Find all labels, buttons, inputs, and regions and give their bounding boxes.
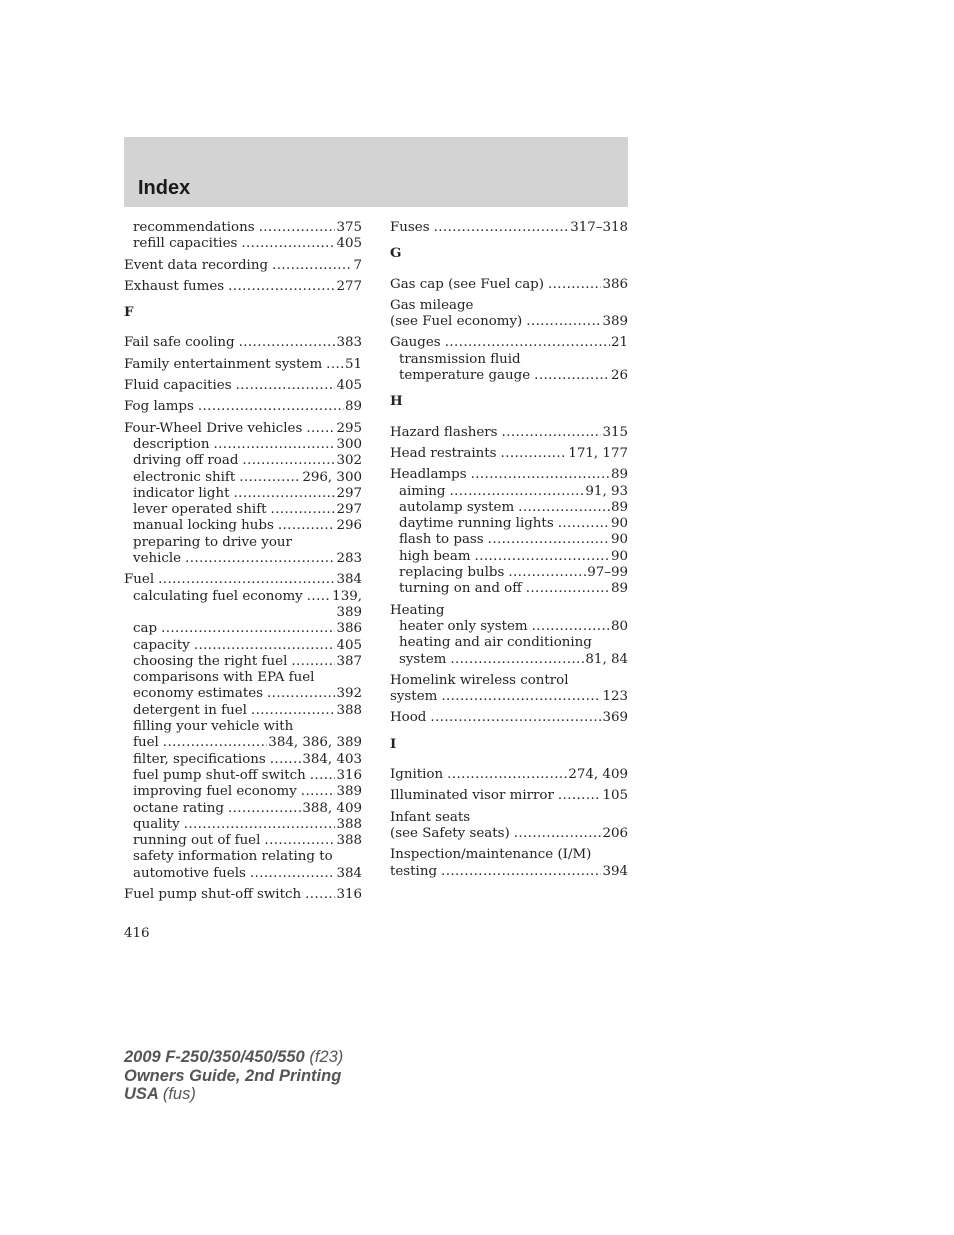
- entry-label: lever operated shift: [133, 502, 267, 518]
- page-reference: 315: [602, 424, 628, 440]
- entry-label: Headlamps: [390, 467, 467, 483]
- index-entry: [124, 817, 362, 833]
- entry-label: running out of fuel: [133, 833, 261, 849]
- entry-label: autolamp system: [399, 499, 515, 515]
- entry-label: Head restraints: [390, 445, 497, 461]
- footer-market-code: (fus): [162, 1085, 196, 1103]
- index-entry: [390, 826, 628, 842]
- entry-label: Hazard flashers: [390, 424, 498, 440]
- page-reference: 389: [336, 604, 362, 620]
- dot-leader: [242, 453, 335, 469]
- index-entry-text: [124, 719, 362, 735]
- page-reference: 89: [610, 467, 628, 483]
- index-entry: [124, 279, 362, 295]
- page-reference: 105: [602, 788, 628, 804]
- dot-leader: [241, 236, 335, 252]
- page-reference: 369: [602, 710, 628, 726]
- dot-leader: [251, 703, 336, 719]
- dot-leader: [558, 788, 602, 804]
- footer-line-3: [124, 1085, 343, 1104]
- index-entry: [124, 470, 362, 486]
- index-entry-text: [390, 810, 628, 826]
- entry-label: economy estimates: [133, 686, 264, 702]
- dot-leader: [267, 686, 335, 702]
- page-reference: 389: [602, 314, 628, 330]
- index-entry: [124, 378, 362, 394]
- dot-leader: [236, 378, 336, 394]
- entry-label: replacing bulbs: [399, 565, 505, 581]
- dot-leader: [184, 817, 336, 833]
- index-entry: [124, 453, 362, 469]
- index-entry: [390, 767, 628, 783]
- entry-label: turning on and off: [399, 581, 522, 597]
- dot-leader: [310, 768, 336, 784]
- index-entry: [390, 277, 628, 293]
- index-entry: [124, 236, 362, 252]
- entry-label: Hood: [390, 710, 427, 726]
- index-entry-text: [390, 298, 628, 314]
- dot-leader: [445, 335, 610, 351]
- entry-label: transmission fluid: [399, 351, 521, 367]
- page-reference: 388: [336, 702, 362, 718]
- index-entry: [390, 710, 628, 726]
- dot-leader: [272, 258, 352, 274]
- index-entry: [124, 335, 362, 351]
- dot-leader: [264, 833, 335, 849]
- entry-label: preparing to drive your: [133, 534, 292, 550]
- dot-leader: [161, 621, 335, 637]
- section-letter: F: [124, 304, 134, 321]
- index-entry: [124, 220, 362, 236]
- entry-label: daytime running lights: [399, 516, 554, 532]
- dot-leader: [259, 220, 336, 236]
- index-entry: [390, 467, 628, 483]
- page-reference: 51: [344, 356, 362, 372]
- dot-leader: [234, 486, 336, 502]
- footer-market: USA: [124, 1085, 159, 1103]
- page-reference: 405: [336, 637, 362, 653]
- dot-leader: [514, 826, 602, 842]
- dot-leader: [502, 425, 602, 441]
- index-entry: [390, 532, 628, 548]
- index-entry: [390, 446, 628, 462]
- index-entry-text: [124, 849, 362, 865]
- dot-leader: [250, 866, 336, 882]
- dot-leader: [548, 277, 601, 293]
- dot-leader: [278, 518, 336, 534]
- entry-label: driving off road: [133, 453, 239, 469]
- index-entry: [124, 801, 362, 817]
- entry-label: electronic shift: [133, 469, 236, 485]
- entry-label: manual locking hubs: [133, 518, 274, 534]
- entry-label: temperature gauge: [399, 368, 531, 384]
- dot-leader: [518, 500, 610, 516]
- index-entry: [124, 686, 362, 702]
- entry-label: Gauges: [390, 335, 441, 351]
- dot-leader: [228, 801, 301, 817]
- index-entry: [124, 866, 362, 882]
- page-title: Index: [138, 177, 191, 199]
- entry-label: Exhaust fumes: [124, 278, 225, 294]
- dot-leader: [508, 565, 586, 581]
- index-entry: [390, 689, 628, 705]
- entry-label: safety information relating to: [133, 849, 333, 865]
- dot-leader: [558, 516, 610, 532]
- dot-leader: [185, 551, 335, 567]
- page-reference: 300: [336, 436, 362, 452]
- entry-label: filter, specifications: [133, 751, 266, 767]
- dot-leader: [501, 446, 568, 462]
- entry-label: Fuel: [124, 572, 155, 588]
- index-entry: [124, 703, 362, 719]
- index-entry-text: [124, 535, 362, 551]
- dot-leader: [441, 864, 601, 880]
- page-reference: 302: [336, 453, 362, 469]
- footer-model: 2009 F-250/350/450/550: [124, 1048, 305, 1066]
- entry-label: octane rating: [133, 800, 224, 816]
- index-header-band: [124, 137, 628, 207]
- page-reference: 386: [602, 276, 628, 292]
- page-reference: 394: [602, 863, 628, 879]
- entry-label: high beam: [399, 548, 471, 564]
- entry-label: capacity: [133, 637, 190, 653]
- entry-label: (see Safety seats): [390, 825, 510, 841]
- index-entry: [390, 484, 628, 500]
- index-entry: [124, 589, 362, 605]
- entry-label: Four-Wheel Drive vehicles: [124, 420, 303, 436]
- page-reference: 387: [336, 653, 362, 669]
- page-reference: 317–318: [570, 220, 628, 235]
- entry-label: heating and air conditioning: [399, 635, 592, 651]
- entry-label: detergent in fuel: [133, 702, 247, 718]
- page-reference: 81, 84: [585, 651, 628, 667]
- page-reference: 89: [610, 581, 628, 597]
- index-entry: [390, 220, 628, 236]
- page-reference: 384: [336, 865, 362, 881]
- page-reference: 297: [336, 502, 362, 518]
- page-reference: 389: [336, 784, 362, 800]
- index-entry: [390, 652, 628, 668]
- dot-leader: [434, 220, 570, 236]
- dot-leader: [163, 735, 268, 751]
- page-reference: 171, 177: [568, 445, 628, 461]
- page-reference: 91, 93: [585, 483, 628, 499]
- entry-label: comparisons with EPA fuel: [133, 670, 315, 686]
- page-reference: 375: [336, 220, 362, 235]
- entry-label: Illuminated visor mirror: [390, 788, 554, 804]
- dot-leader: [441, 689, 601, 705]
- entry-label: Gas mileage: [390, 297, 474, 313]
- entry-label: Fog lamps: [124, 399, 194, 415]
- entry-label: choosing the right fuel: [133, 653, 288, 669]
- entry-label: system: [390, 689, 438, 705]
- dot-leader: [488, 532, 610, 548]
- page-reference: 206: [602, 825, 628, 841]
- page-reference: 26: [610, 368, 628, 384]
- dot-leader: [305, 887, 335, 903]
- dot-leader: [198, 399, 344, 415]
- index-entry: [124, 735, 362, 751]
- index-entry-text: [390, 603, 628, 619]
- entry-label: Event data recording: [124, 257, 269, 273]
- entry-label: refill capacities: [133, 236, 238, 252]
- page-reference: 97–99: [587, 565, 628, 581]
- index-entry: [390, 335, 628, 351]
- index-entry: [390, 864, 628, 880]
- page-reference: 388: [336, 816, 362, 832]
- dot-leader: [239, 470, 301, 486]
- page-reference: 386: [336, 621, 362, 637]
- index-entry: [124, 572, 362, 588]
- dot-leader: [447, 767, 567, 783]
- index-entry: [390, 619, 628, 635]
- page-reference: 283: [336, 551, 362, 567]
- index-column-left: [124, 220, 362, 903]
- entry-label: aiming: [399, 483, 446, 499]
- index-entry: [124, 518, 362, 534]
- dot-leader: [158, 572, 335, 588]
- dot-leader: [228, 279, 335, 295]
- entry-label: Heating: [390, 602, 445, 618]
- footer-line-1: [124, 1048, 343, 1067]
- index-entry: [124, 258, 362, 274]
- page-reference: 80: [610, 618, 628, 634]
- page-reference: 383: [336, 335, 362, 351]
- index-entry: [390, 788, 628, 804]
- index-entry: [124, 752, 362, 768]
- index-entry: [390, 565, 628, 581]
- dot-leader: [475, 549, 610, 565]
- index-entry: [390, 368, 628, 384]
- entry-label: Ignition: [390, 767, 444, 783]
- index-entry: [390, 500, 628, 516]
- dot-leader: [291, 654, 335, 670]
- index-entry: [124, 638, 362, 654]
- document-footer: [124, 1048, 343, 1104]
- page-reference: 90: [610, 516, 628, 532]
- entry-label: Family entertainment system: [124, 356, 323, 372]
- index-entry-text: [124, 605, 362, 621]
- dot-leader: [471, 467, 610, 483]
- page-reference: 89: [610, 499, 628, 515]
- entry-label: Fail safe cooling: [124, 335, 235, 351]
- dot-leader: [301, 784, 336, 800]
- index-entry: [124, 833, 362, 849]
- page-reference: 388: [336, 833, 362, 849]
- dot-leader: [430, 710, 601, 726]
- entry-label: recommendations: [133, 220, 255, 235]
- index-entry: [390, 581, 628, 597]
- dot-leader: [326, 357, 344, 373]
- page-reference: 139,: [332, 588, 362, 604]
- footer-edition: Owners Guide, 2nd Printing: [124, 1066, 342, 1085]
- entry-label: Fuel pump shut-off switch: [124, 886, 302, 902]
- section-letter: G: [390, 245, 402, 262]
- index-entry: [390, 314, 628, 330]
- entry-label: automotive fuels: [133, 865, 246, 881]
- entry-label: filling your vehicle with: [133, 719, 294, 735]
- index-entry: [124, 768, 362, 784]
- section-letter: H: [390, 393, 403, 410]
- dot-leader: [534, 368, 610, 384]
- entry-label: fuel: [133, 735, 159, 751]
- page-reference: 21: [610, 335, 628, 351]
- entry-label: indicator light: [133, 485, 230, 501]
- index-entry-text: [390, 847, 628, 863]
- index-entry: [124, 551, 362, 567]
- footer-model-code: (f23): [309, 1048, 344, 1066]
- index-entry: [124, 654, 362, 670]
- entry-label: Fluid capacities: [124, 378, 232, 394]
- dot-leader: [526, 581, 610, 597]
- page-reference: 316: [336, 886, 362, 902]
- page-reference: 274, 409: [568, 767, 628, 783]
- entry-label: flash to pass: [399, 532, 484, 548]
- index-entry-text: [390, 352, 628, 368]
- entry-label: Gas cap (see Fuel cap): [390, 276, 544, 292]
- page-reference: 296, 300: [302, 469, 362, 485]
- page-reference: 89: [344, 399, 362, 415]
- dot-leader: [450, 652, 584, 668]
- index-entry-text: [390, 635, 628, 651]
- page-reference: 392: [336, 686, 362, 702]
- entry-label: quality: [133, 816, 180, 832]
- index-entry: [390, 425, 628, 441]
- entry-label: Homelink wireless control: [390, 672, 569, 688]
- entry-label: (see Fuel economy): [390, 314, 523, 330]
- index-entry: [124, 357, 362, 373]
- dot-leader: [270, 752, 302, 768]
- entry-label: fuel pump shut-off switch: [133, 767, 306, 783]
- entry-label: Fuses: [390, 220, 430, 235]
- entry-label: calculating fuel economy: [133, 588, 303, 604]
- index-entry: [124, 486, 362, 502]
- dot-leader: [239, 335, 336, 351]
- page-reference: 388, 409: [302, 800, 362, 816]
- entry-label: Inspection/maintenance (I/M): [390, 847, 592, 863]
- index-entry: [124, 421, 362, 437]
- page-reference: 384: [336, 572, 362, 588]
- dot-leader: [526, 314, 601, 330]
- index-entry-text: [390, 673, 628, 689]
- entry-label: system: [399, 651, 447, 667]
- dot-leader: [449, 484, 584, 500]
- page-reference: 316: [336, 767, 362, 783]
- entry-label: Infant seats: [390, 809, 471, 825]
- index-entry: [390, 516, 628, 532]
- page-reference: 384, 403: [302, 751, 362, 767]
- page-reference: 296: [336, 518, 362, 534]
- index-column-right: [390, 220, 628, 880]
- index-entry: [124, 887, 362, 903]
- page-reference: 405: [336, 378, 362, 394]
- page-reference: 405: [336, 236, 362, 252]
- entry-label: vehicle: [133, 551, 182, 567]
- index-entry: [124, 621, 362, 637]
- dot-leader: [194, 638, 336, 654]
- index-entry: [124, 502, 362, 518]
- entry-label: improving fuel economy: [133, 784, 297, 800]
- page-reference: 277: [336, 278, 362, 294]
- page-reference: 295: [336, 420, 362, 436]
- entry-label: description: [133, 436, 210, 452]
- entry-label: testing: [390, 863, 438, 879]
- dot-leader: [532, 619, 610, 635]
- page-reference: 297: [336, 485, 362, 501]
- index-entry: [390, 549, 628, 565]
- dot-leader: [271, 502, 336, 518]
- index-entry: [124, 784, 362, 800]
- page-reference: 123: [602, 689, 628, 705]
- dot-leader: [306, 421, 335, 437]
- footer-line-2: [124, 1067, 343, 1086]
- page-reference: 90: [610, 548, 628, 564]
- page-reference: 7: [353, 257, 362, 273]
- page-number: 416: [124, 926, 150, 941]
- page-reference: 90: [610, 532, 628, 548]
- dot-leader: [307, 589, 331, 605]
- entry-label: heater only system: [399, 618, 528, 634]
- index-entry-text: [124, 670, 362, 686]
- section-letter: I: [390, 735, 397, 752]
- index-entry: [124, 399, 362, 415]
- index-entry: [124, 437, 362, 453]
- page-reference: 384, 386, 389: [268, 735, 362, 751]
- dot-leader: [213, 437, 335, 453]
- entry-label: cap: [133, 621, 158, 637]
